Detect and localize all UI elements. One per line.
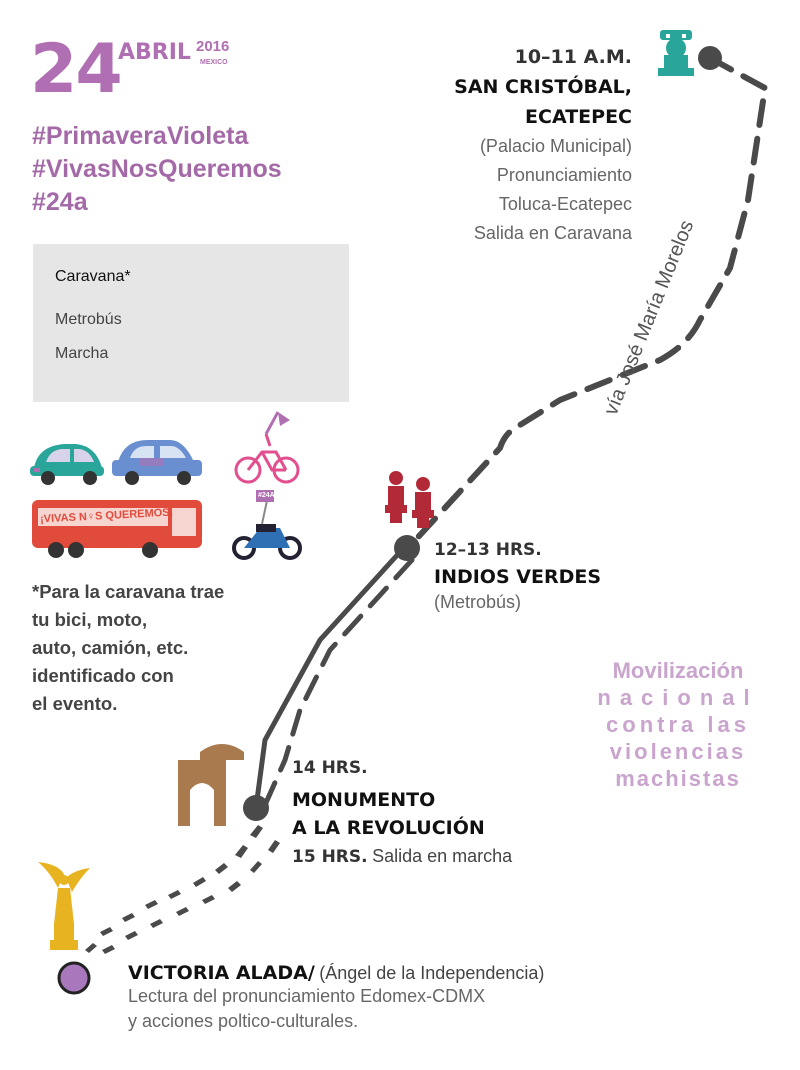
indios-verdes-statues-icon [385, 471, 434, 528]
ecatepec-stop-dot [698, 46, 722, 70]
monumento-name-1: MONUMENTO [292, 789, 436, 811]
hashtag-vivas[interactable]: #VivasNosQueremos [32, 155, 282, 183]
note-line: auto, camión, etc. [32, 637, 189, 658]
ecatepec-detail: Toluca-Ecatepec [498, 194, 632, 214]
indios-verdes-detail: (Metrobús) [434, 592, 522, 612]
ecatepec-detail: Salida en Caravana [473, 223, 632, 243]
movilizacion-text [578, 657, 778, 792]
legend-caravana-label: Caravana* [55, 268, 131, 285]
date-year: 2016 [196, 38, 230, 55]
angel-detail: y acciones poltico-culturales. [128, 1011, 359, 1031]
marcha-route [85, 825, 280, 954]
bicycle-icon [236, 412, 298, 482]
car-blue-icon [112, 440, 202, 485]
hashtag-primavera[interactable]: #PrimaveraVioleta [32, 122, 249, 150]
date-month: ABRIL [118, 40, 191, 65]
legend-metrobus-label: Metrobús [55, 311, 122, 328]
indios-verdes-time: 12–13 HRS. [434, 540, 542, 560]
ecatepec-name-1: SAN CRISTÓBAL, [454, 76, 632, 98]
note-line: identificado con [32, 665, 174, 686]
movil-line: machistas [615, 766, 741, 791]
movil-line: violencias [609, 739, 747, 764]
ecatepec-detail: (Palacio Municipal) [479, 136, 632, 156]
moto-flag-text: #24A [258, 492, 275, 499]
ecatepec-stop [372, 46, 632, 248]
monumento-stop [292, 758, 512, 867]
angel-name-paren: (Ángel de la Independencia) [319, 963, 545, 983]
monumento-stop-dot [243, 795, 269, 821]
monumento-revolucion-icon [178, 744, 244, 826]
hashtags [32, 120, 282, 219]
angel-name: VICTORIA ALADA/ [128, 962, 315, 984]
indios-verdes-stop [434, 540, 601, 613]
movil-line: contra las [606, 712, 750, 737]
bus-banner-text: ¡VIVAS N♀S QUEREMOS! [39, 506, 174, 526]
angel-stop-dot [59, 963, 89, 993]
note-line: el evento. [32, 693, 118, 714]
ecatepec-name-2: ECATEPEC [525, 106, 632, 128]
monumento-name-2: A LA REVOLUCIÓN [292, 817, 485, 839]
indios-verdes-name: INDIOS VERDES [434, 566, 602, 588]
note-line: tu bici, moto, [32, 609, 148, 630]
indios-verdes-stop-dot [394, 535, 420, 561]
motorcycle-icon [234, 490, 300, 558]
legend-marcha-label: Marcha [55, 345, 109, 362]
monumento-time-2: 15 HRS. [292, 847, 368, 867]
angel-independencia-icon [38, 862, 90, 950]
angel-detail: Lectura del pronunciamiento Edomex-CDMX [128, 986, 486, 1006]
hashtag-24a[interactable]: #24a [32, 188, 88, 216]
note-line: *Para la caravana trae [32, 581, 225, 602]
caravan-note [32, 578, 224, 718]
date-country: MEXICO [200, 59, 228, 66]
car-teal-icon [30, 444, 104, 485]
ecatepec-detail: Pronunciamiento [496, 165, 632, 185]
monumento-time: 14 HRS. [292, 758, 368, 778]
via-morelos-label: vía José María Morelos [600, 217, 699, 419]
movil-line: Movilización [612, 658, 744, 683]
monumento-detail: Salida en marcha [372, 846, 513, 866]
date-day: 24 [30, 30, 121, 109]
movil-line: nacional [597, 685, 759, 710]
ecatepec-glyph-icon [658, 30, 694, 76]
ecatepec-time: 10–11 A.M. [514, 46, 632, 68]
angel-stop [128, 962, 544, 1032]
